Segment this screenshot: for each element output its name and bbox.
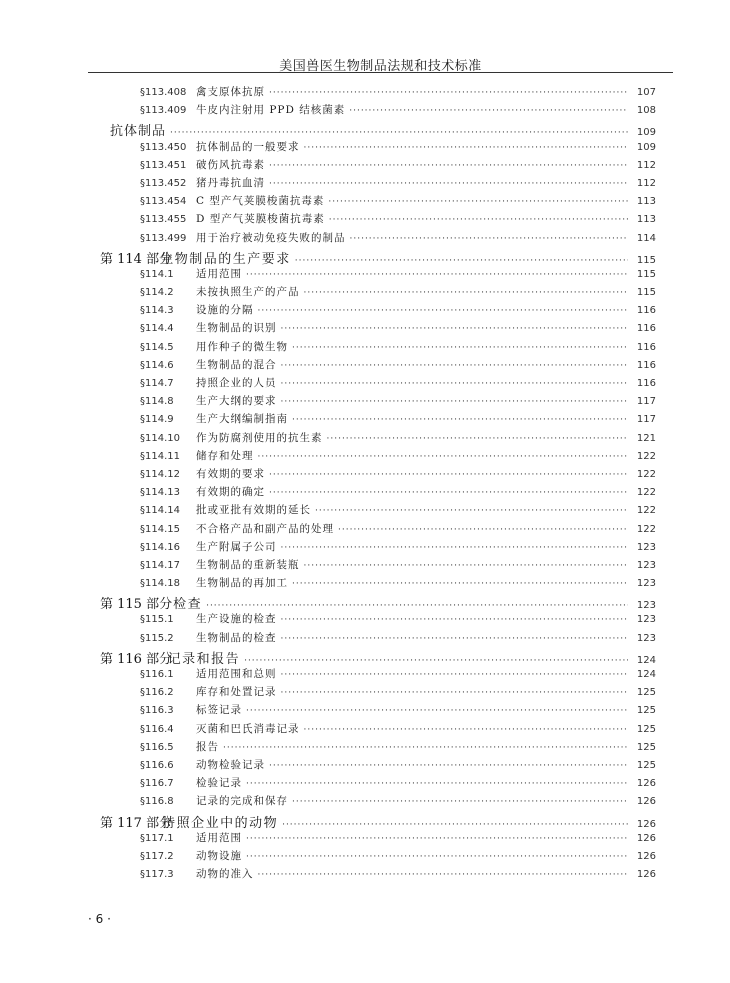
section-number: §114.17 [140,559,180,571]
section-title: 生物制品的重新装瓶 [196,558,300,571]
dot-leader [281,361,629,371]
page-ref: 109 [636,141,656,153]
section-title: 持照企业的人员 [196,377,277,389]
dot-leader [304,143,629,153]
section-number: §114.2 [140,287,174,299]
page-ref: 126 [636,796,656,808]
toc-entry [100,430,656,448]
page-ref: 123 [636,632,656,644]
page-ref: 116 [636,359,656,371]
section-title: 生产设施的检查 [196,613,277,626]
section-number: §114.3 [140,305,174,317]
section-number: §113.499 [140,232,187,244]
dot-leader [315,506,628,516]
toc-entry [100,120,656,138]
page-ref: 113 [636,214,656,226]
toc-entry [100,684,656,702]
toc-entry [100,575,656,593]
section-number: §113.450 [140,141,187,153]
section-title: 生产大纲的要求 [196,395,277,408]
dot-leader [281,379,629,389]
page-ref: 116 [636,323,656,335]
section-number: §114.5 [140,341,174,353]
dot-leader [258,452,629,462]
section-title: 生产大纲编制指南 [196,413,288,426]
page-ref: 126 [636,778,656,790]
toc-entry [100,739,656,757]
page-ref: 125 [636,723,656,735]
dot-leader [304,725,629,735]
toc-entry [100,320,656,338]
section-title: 动物设施 [196,849,242,862]
section-number: §116.2 [140,687,174,699]
section-title: 用作种子的微生物 [196,340,288,353]
running-header: 美国兽医生物制品法规和技术标准 [279,59,482,74]
section-number: §114.13 [140,487,180,499]
section-number: §116.8 [140,796,174,808]
toc-entry [100,830,656,848]
dot-leader [292,797,628,807]
section-title: 动物检验记录 [196,758,265,771]
dot-leader [292,579,628,589]
dot-leader [258,306,629,316]
section-number: §114.6 [140,359,174,371]
toc-entry [100,393,656,411]
toc-entry [100,666,656,684]
dot-leader [292,343,628,353]
page-ref: 121 [636,432,656,444]
toc-entry [100,848,656,866]
section-number: §116.5 [140,741,174,753]
section-number: §114.18 [140,578,180,590]
section-title: 作为防腐剂使用的抗生素 [196,431,323,444]
page-ref: 122 [636,487,656,499]
toc-entry [100,266,656,284]
dot-leader [281,634,629,644]
section-number: §114.12 [140,468,180,480]
header-rule [88,72,673,73]
page-ref: 115 [636,268,656,280]
dot-leader [206,601,628,611]
section-title: 动物的准入 [196,868,254,881]
page-ref: 122 [636,468,656,480]
section-number: §114.11 [140,450,180,462]
dot-leader [269,488,628,498]
section-title: 库存和处置记录 [196,686,277,699]
page-ref: 123 [636,578,656,590]
dot-leader [350,234,629,244]
section-number: §114.14 [140,505,180,517]
toc-entry [100,411,656,429]
section-number: §114.8 [140,396,174,408]
dot-leader [258,870,629,880]
table-of-contents [100,84,656,884]
toc-entry [100,284,656,302]
section-number: §116.1 [140,669,174,680]
section-number: §113.409 [140,105,187,117]
section-title: 设施的分隔 [196,304,254,317]
dot-leader [246,834,628,844]
section-title: 持照企业中的动物 [162,815,279,830]
section-title: 抗体制品的一般要求 [196,140,300,153]
section-title: 生物制品的混合 [196,358,277,371]
section-title: 生物制品的识别 [196,322,277,335]
page-ref: 125 [636,687,656,699]
page-ref: 107 [636,87,656,98]
dot-leader [349,106,628,116]
section-number: §113.451 [140,159,187,171]
page-ref: 112 [636,159,656,171]
toc-entry [100,211,656,229]
toc-entry [100,721,656,739]
section-number: §116.4 [140,723,174,735]
section-number: §113.455 [140,214,187,226]
section-title: 破伤风抗毒素 [196,158,265,171]
section-number: 第 116 部分 [100,651,173,666]
toc-part-heading [100,648,656,666]
page-ref: 113 [636,196,656,208]
page-ref: 122 [636,450,656,462]
dot-leader [246,270,628,280]
dot-leader [295,256,628,266]
dot-leader [328,197,628,207]
dot-leader [338,525,628,535]
toc-entry [100,193,656,211]
section-number: §114.1 [140,268,174,280]
page-number: · 6 · [88,912,111,926]
section-title: 牛皮内注射用 PPD 结核菌素 [196,104,346,117]
dot-leader [281,397,629,407]
page-ref: 116 [636,305,656,317]
section-title: 禽支原体抗原 [196,86,265,98]
toc-part-heading [100,593,656,611]
dot-leader [281,688,629,698]
section-number: §113.454 [140,196,187,208]
section-title: 抗体制品 [110,124,167,139]
dot-leader [282,820,628,830]
toc-entry [100,611,656,629]
dot-leader [269,470,628,480]
section-title: 记录和报告 [167,651,241,666]
page-ref: 123 [636,559,656,571]
section-title: 有效期的确定 [196,486,265,499]
section-title: 生产附属子公司 [196,540,277,553]
section-title: 适用范围 [196,831,242,844]
section-title: 适用范围 [196,267,242,280]
section-number: §114.4 [140,323,174,335]
toc-entry [100,84,656,102]
section-title: 批或亚批有效期的延长 [196,504,311,517]
section-number: §115.1 [140,614,174,626]
toc-entry [100,757,656,775]
toc-entry [100,357,656,375]
section-title: 标签记录 [196,704,242,717]
section-title: D 型产气荚膜梭菌抗毒素 [196,213,325,226]
dot-leader [304,561,629,571]
toc-entry [100,375,656,393]
section-title: 记录的完成和保存 [196,795,288,808]
page-ref: 116 [636,341,656,353]
toc-entry [100,866,656,884]
toc-entry [100,466,656,484]
section-number: 第 115 部分 [100,597,173,612]
page-ref: 124 [636,654,656,666]
toc-entry [100,484,656,502]
dot-leader [329,215,628,225]
toc-entry [100,702,656,720]
page-ref: 122 [636,505,656,517]
dot-leader [223,743,628,753]
dot-leader [244,656,628,666]
section-number: §113.408 [140,87,187,98]
dot-leader [246,706,628,716]
section-title: 有效期的要求 [196,467,265,480]
section-title: 生物制品的再加工 [196,577,288,590]
dot-leader [281,670,629,680]
dot-leader [246,852,628,862]
toc-entry [100,521,656,539]
page-ref: 125 [636,759,656,771]
section-title: 用于治疗被动免疫失败的制品 [196,231,346,244]
page-ref: 112 [636,177,656,189]
toc-entry [100,175,656,193]
page-ref: 126 [636,869,656,881]
toc-entry [100,793,656,811]
page-ref: 115 [636,254,656,266]
section-title: 生物制品的生产要求 [160,251,291,266]
dot-leader [269,161,628,171]
toc-entry [100,448,656,466]
toc-entry [100,557,656,575]
page-ref: 126 [636,832,656,844]
page-ref: 122 [636,523,656,535]
page-ref: 117 [636,396,656,408]
dot-leader [304,288,629,298]
toc-part-heading [100,812,656,830]
toc-entry [100,630,656,648]
page-ref: 114 [636,232,656,244]
toc-part-heading [100,248,656,266]
dot-leader [246,779,628,789]
section-number: §114.16 [140,541,180,553]
section-number: §114.7 [140,378,174,389]
section-number: §117.1 [140,832,174,844]
section-number: §117.3 [140,869,174,881]
toc-entry [100,539,656,557]
section-title: 检查 [173,597,203,612]
page-ref: 123 [636,600,656,612]
toc-entry [100,339,656,357]
section-number: §114.15 [140,523,180,535]
toc-entry [100,102,656,120]
section-title: 灭菌和巴氏消毒记录 [196,722,300,735]
section-number: §114.10 [140,432,180,444]
dot-leader [327,434,629,444]
page-ref: 115 [636,287,656,299]
toc-entry [100,139,656,157]
section-title: 生物制品的检查 [196,631,277,644]
section-number: §116.6 [140,759,174,771]
section-title: 适用范围和总则 [196,668,277,680]
dot-leader [269,179,628,189]
toc-entry [100,502,656,520]
page-ref: 125 [636,741,656,753]
section-number: 第 114 部分 [100,251,173,266]
page-ref: 124 [636,669,656,680]
section-title: 未按执照生产的产品 [196,286,300,299]
page-ref: 116 [636,378,656,389]
page-ref: 125 [636,705,656,717]
dot-leader [269,761,628,771]
section-title: 储存和处理 [196,449,254,462]
toc-entry [100,302,656,320]
page-ref: 126 [636,818,656,830]
toc-entry [100,157,656,175]
dot-leader [281,615,629,625]
dot-leader [281,324,629,334]
section-number: §115.2 [140,632,174,644]
section-number: §117.2 [140,850,174,862]
section-number: 第 117 部分 [100,815,173,830]
section-title: 不合格产品和副产品的处理 [196,522,334,535]
page-ref: 126 [636,850,656,862]
page-ref: 109 [636,127,656,139]
toc-entry [100,775,656,793]
page-ref: 123 [636,541,656,553]
section-number: §116.7 [140,778,174,790]
section-title: 报告 [196,740,219,753]
page-ref: 108 [636,105,656,117]
section-number: §114.9 [140,414,174,426]
section-number: §116.3 [140,705,174,717]
page-ref: 123 [636,614,656,626]
dot-leader [292,415,628,425]
section-title: C 型产气荚膜梭菌抗毒素 [196,195,325,208]
dot-leader [269,88,628,98]
dot-leader [281,543,629,553]
section-title: 检验记录 [196,777,242,790]
page-ref: 117 [636,414,656,426]
toc-entry [100,230,656,248]
section-number: §113.452 [140,177,187,189]
section-title: 猪丹毒抗血清 [196,176,265,189]
dot-leader [170,128,628,138]
